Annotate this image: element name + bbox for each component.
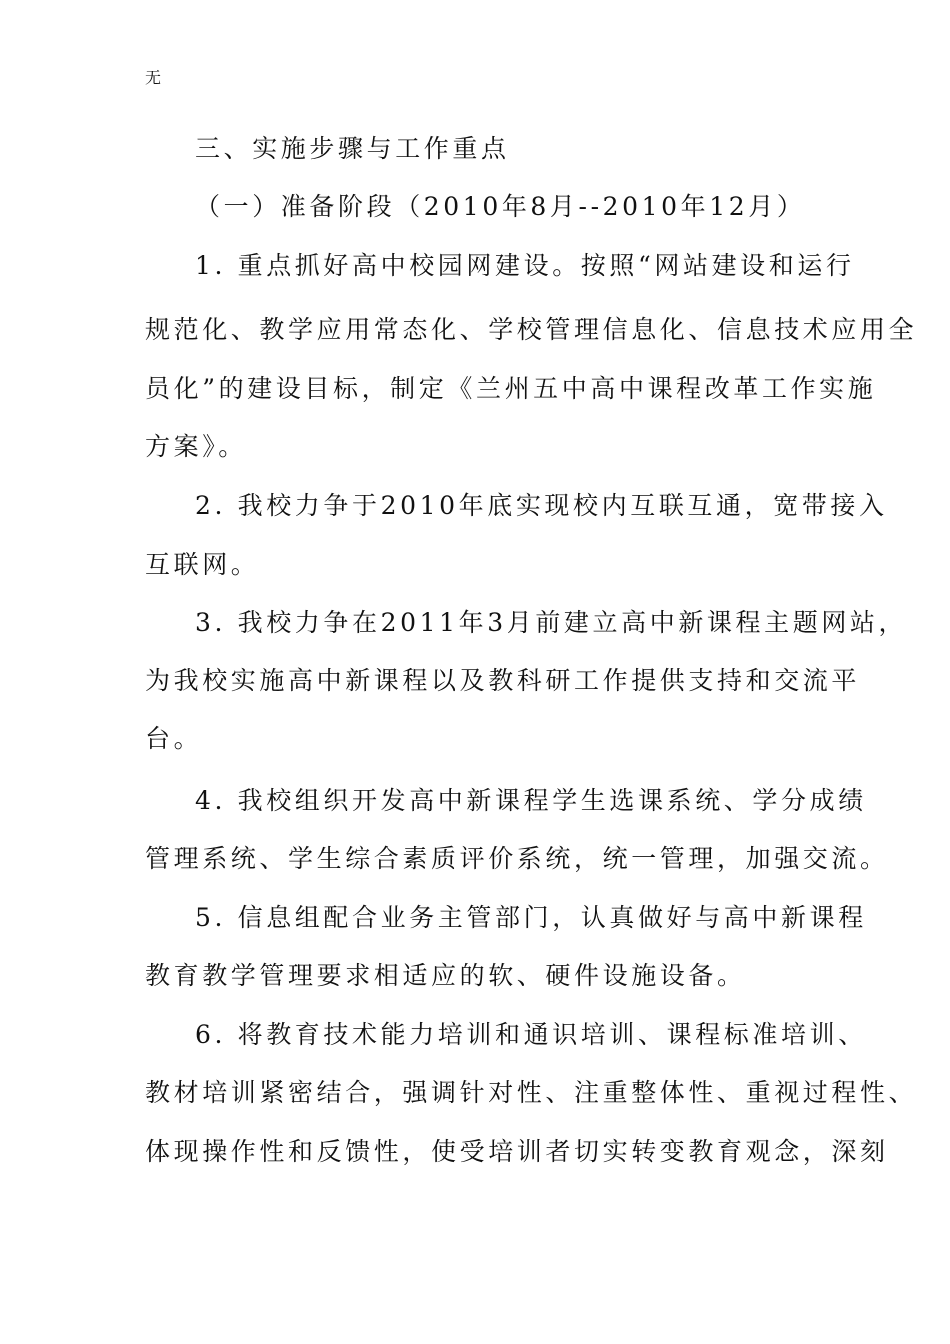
paragraph-line: 方案》。 xyxy=(145,432,247,461)
paragraph-line: 体现操作性和反馈性，使受培训者切实转变教育观念，深刻 xyxy=(145,1137,889,1166)
paragraph-line: 员化”的建设目标，制定《兰州五中高中课程改革工作实施 xyxy=(145,374,877,403)
paragraph-line: 管理系统、学生综合素质评价系统，统一管理，加强交流。 xyxy=(145,844,889,873)
paragraph-line: 互联网。 xyxy=(145,550,260,579)
paragraph-line: 3. 我校力争在2011年3月前建立高中新课程主题网站， xyxy=(195,608,908,637)
section-heading: 三、实施步骤与工作重点 xyxy=(195,134,510,163)
paragraph-line: 台。 xyxy=(145,724,203,753)
paragraph-line: 为我校实施高中新课程以及教科研工作提供支持和交流平 xyxy=(145,666,861,695)
paragraph-line: 4. 我校组织开发高中新课程学生选课系统、学分成绩 xyxy=(195,786,867,815)
paragraph-line: 教材培训紧密结合，强调针对性、注重整体性、重视过程性、 xyxy=(145,1078,918,1107)
paragraph-line: 教育教学管理要求相适应的软、硬件设施设备。 xyxy=(145,961,746,990)
header-mark: 无 xyxy=(145,68,162,87)
paragraph-line: 6. 将教育技术能力培训和通识培训、课程标准培训、 xyxy=(195,1020,867,1049)
paragraph-line: 1. 重点抓好高中校园网建设。按照“网站建设和运行 xyxy=(195,251,855,280)
paragraph-line: 2. 我校力争于2010年底实现校内互联互通，宽带接入 xyxy=(195,491,888,520)
subsection-heading: （一）准备阶段（2010年8月--2010年12月） xyxy=(195,192,806,221)
paragraph-line: 规范化、教学应用常态化、学校管理信息化、信息技术应用全 xyxy=(145,315,918,344)
paragraph-line: 5. 信息组配合业务主管部门，认真做好与高中新课程 xyxy=(195,903,867,932)
